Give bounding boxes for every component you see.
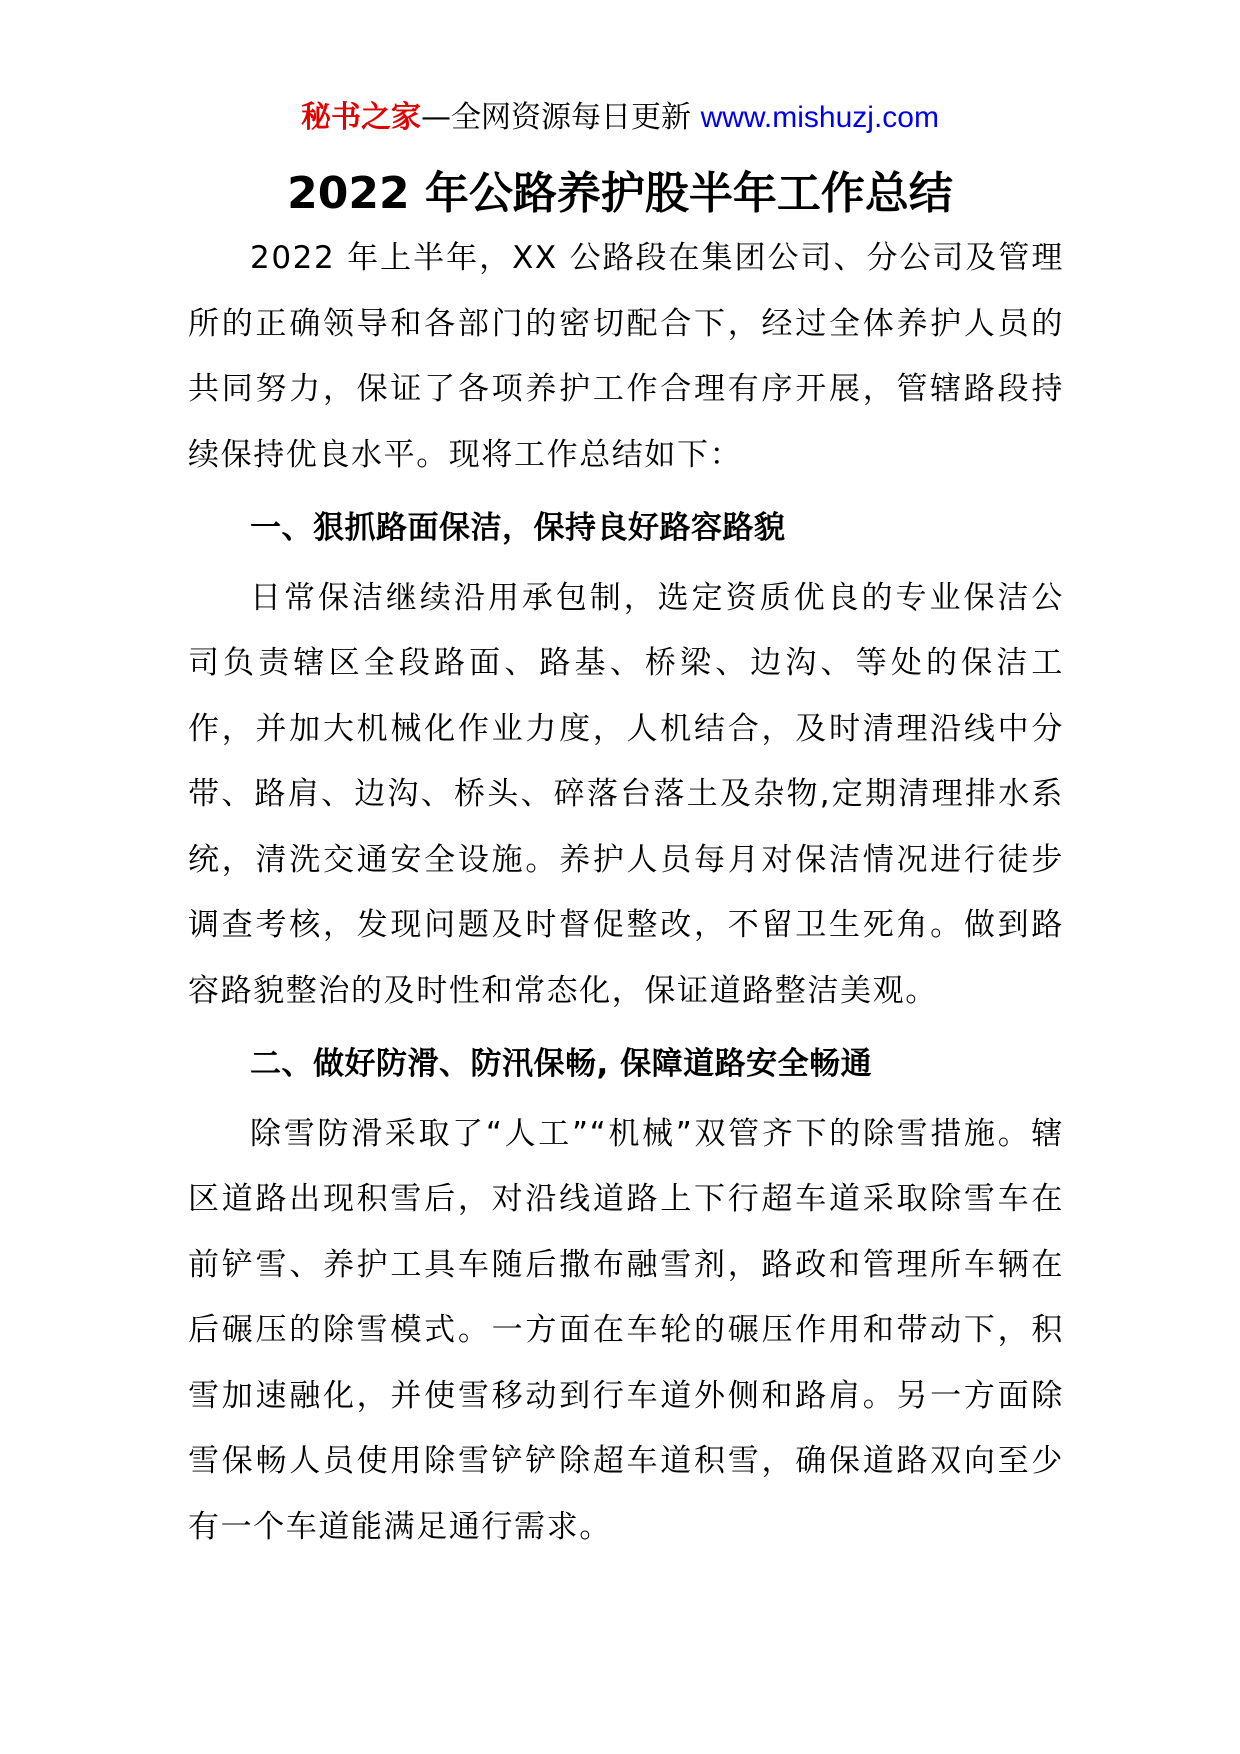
section-body-1: 日常保洁继续沿用承包制，选定资质优良的专业保洁公司负责辖区全段路面、路基、桥梁、边沟、等处的保洁工作，并加大机械化作业力度，人机结合，及时清理沿线中分带、路肩、边沟、桥头、碎落台落土及杂物,定期清理排水系统，清洗交通安全设施。养护人员每月对保洁情况进行徒步调查考核，发现问题及时督促整改，不留卫生死角。做到路容路貌整治的及时性和常态化，保证道路整洁美观。 (188, 579, 1064, 1009)
document-title: 2022 年公路养护股半年工作总结 (287, 168, 953, 219)
site-url-link[interactable]: www.mishuzj.com (700, 101, 939, 134)
document-body (188, 226, 1064, 1560)
site-tagline: —全网资源每日更新 (421, 100, 701, 135)
section-body-2: 除雪防滑采取了“人工”“机械”双管齐下的除雪措施。辖区道路出现积雪后，对沿线道路上下行超车道采取除雪车在前铲雪、养护工具车随后撒布融雪剂，路政和管理所车辆在后碾压的除雪模式。一方面在车轮的碾压作用和带动下，积雪加速融化，并使雪移动到行车道外侧和路肩。另一方面除雪保畅人员使用除雪铲铲除超车道积雪，确保道路双向至少有一个车道能满足通行需求。 (188, 1115, 1064, 1545)
site-header (0, 98, 1240, 138)
intro-paragraph: 2022 年上半年，XX 公路段在集团公司、分公司及管理所的正确领导和各部门的密切配合下，经过全体养护人员的共同努力，保证了各项养护工作合理有序开展，管辖路段持续保持优良水平。现将工作总结如下： (188, 240, 1064, 473)
brand-name: 秘书之家 (301, 100, 422, 135)
section-heading-1: 一、狠抓路面保洁，保持良好路容路貌 (250, 510, 786, 546)
section-heading-2: 二、做好防滑、防汛保畅, 保障道路安全畅通 (250, 1046, 873, 1082)
